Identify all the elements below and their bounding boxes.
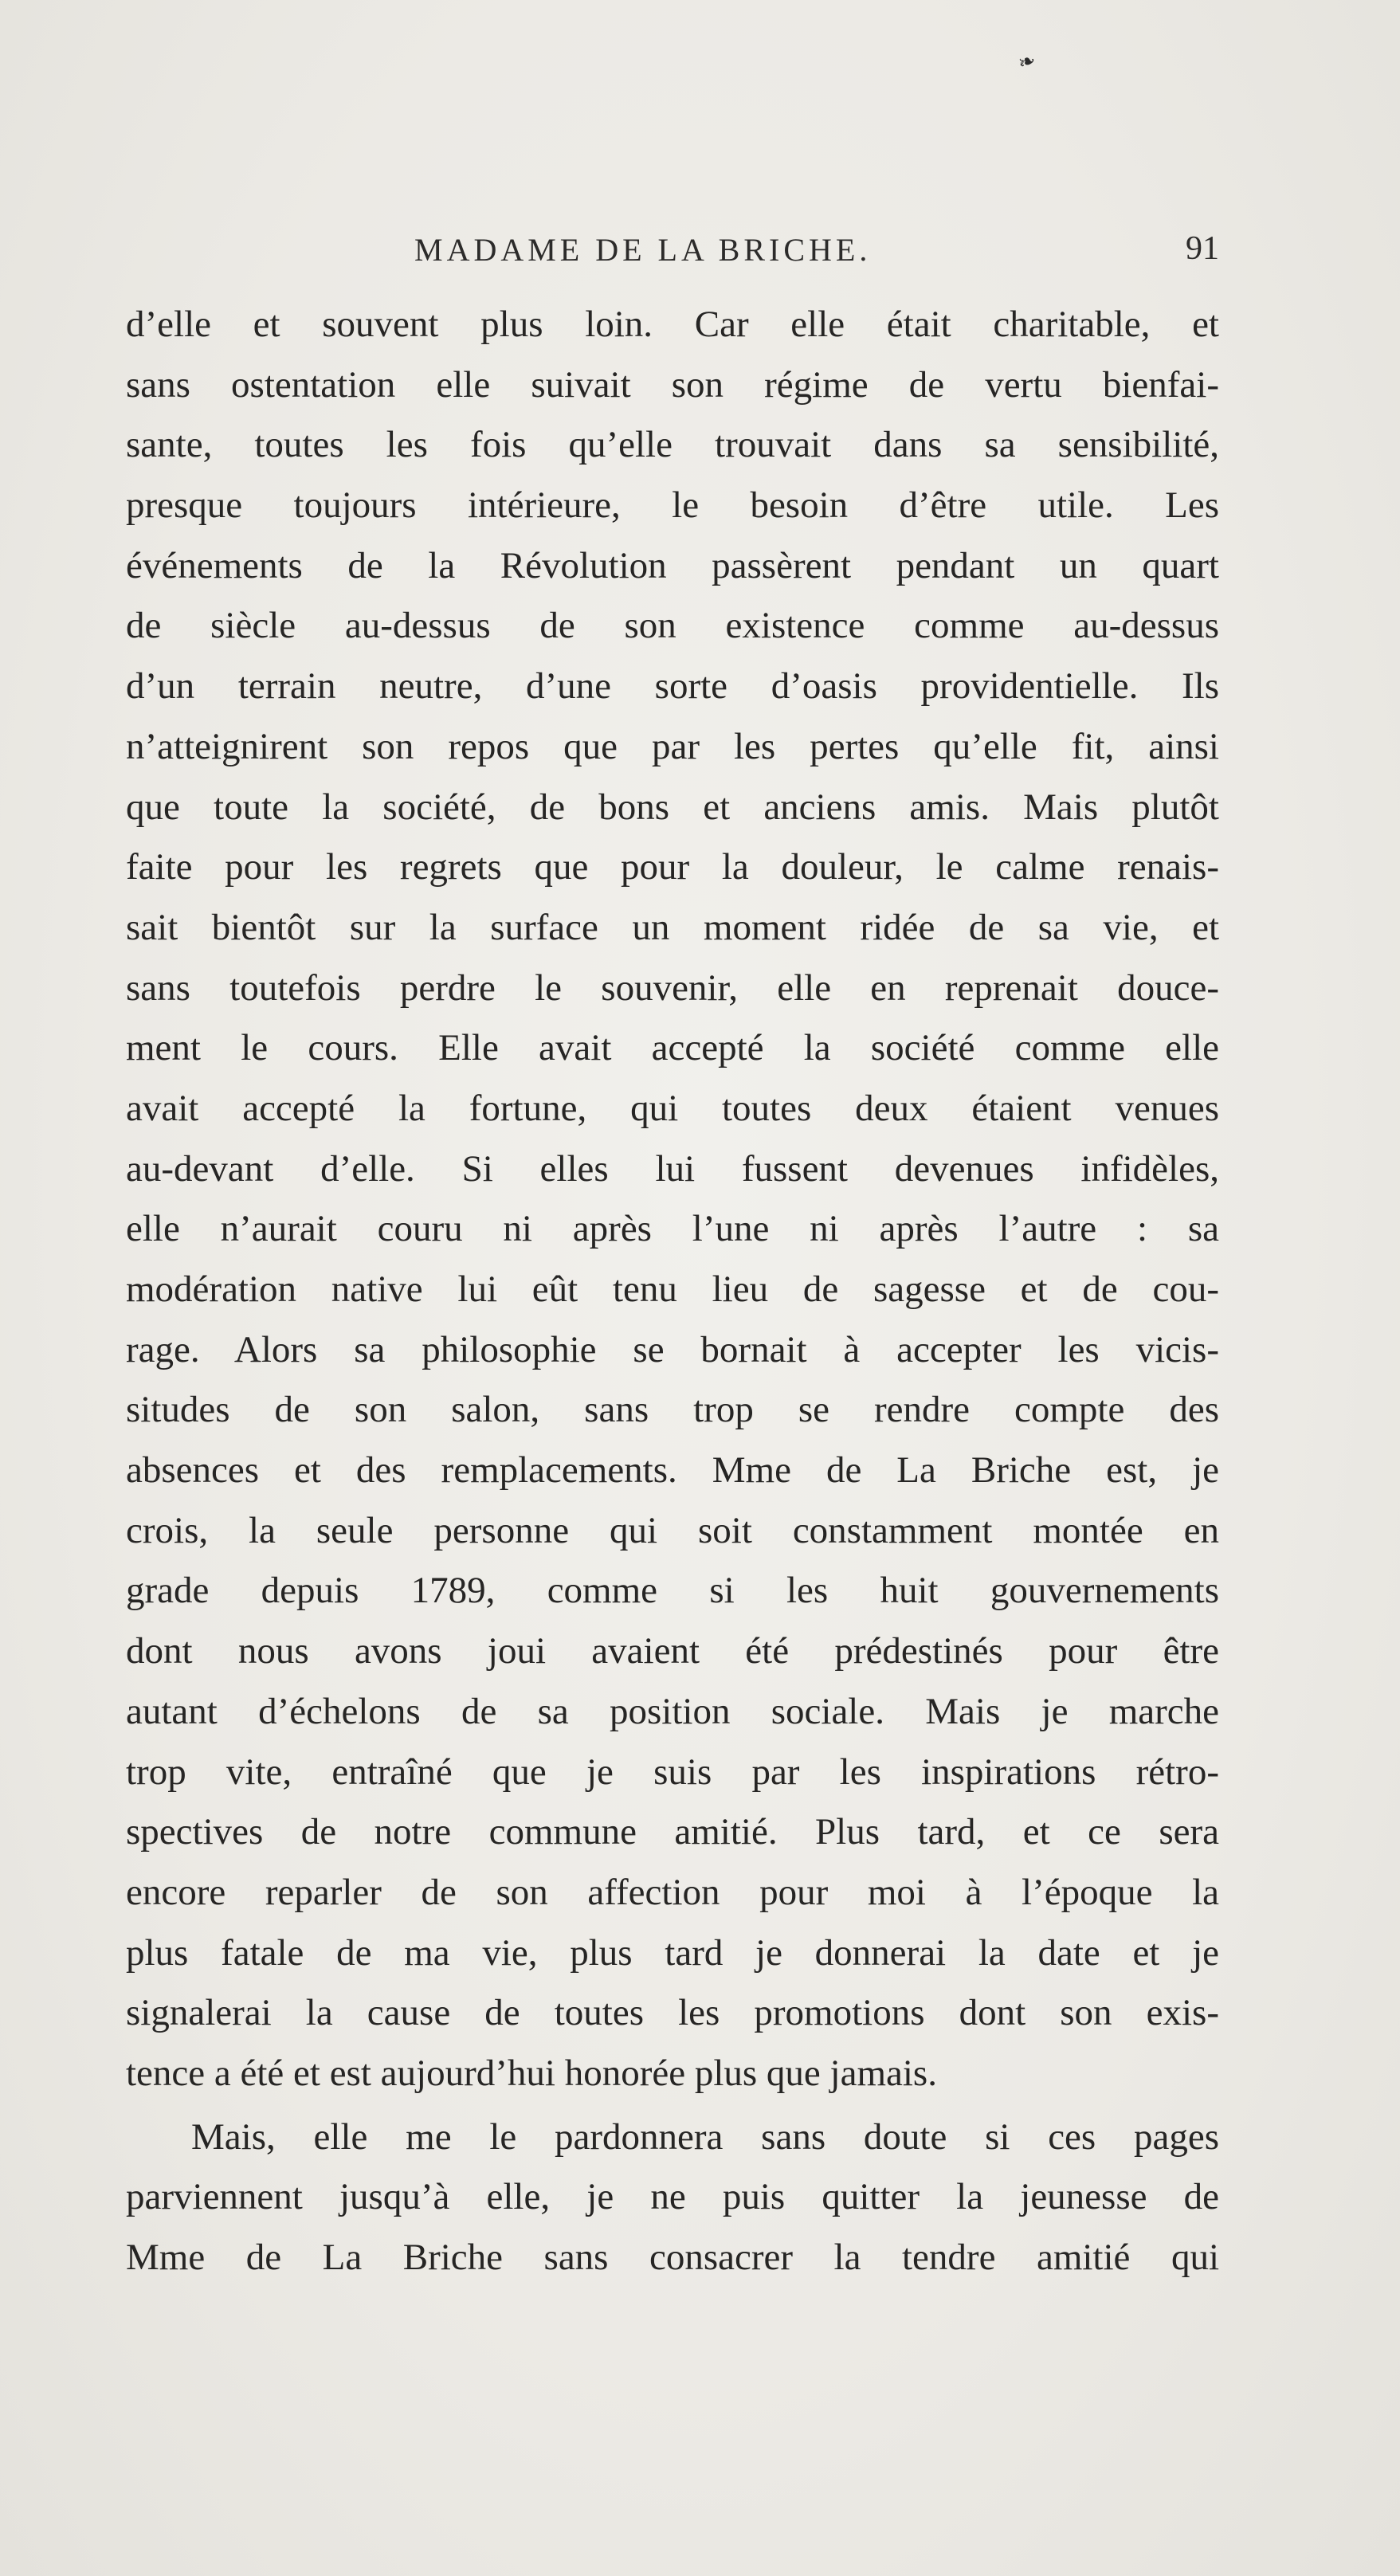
text-line: d’elle et souvent plus loin. Car elle était charitable, et: [126, 304, 1219, 345]
text-line: sans toutefois perdre le souvenir, elle en reprenait douce-: [126, 966, 1219, 1009]
text-line: tence a été et est aujourd’hui honorée plus que jamais.: [126, 2052, 937, 2094]
text-line: parviennent jusqu’à elle, je ne puis quitter la jeunesse de: [126, 2176, 1219, 2218]
text-line: rage. Alors sa philosophie se bornait à accepter les vicis-: [126, 1328, 1219, 1370]
text-line: signalerai la cause de toutes les promotions dont son exis-: [126, 1992, 1219, 2034]
running-head: [126, 223, 1219, 279]
text-line: faite pour les regrets que pour la douleur, le calme renais-: [126, 846, 1219, 888]
text-line: spectives de notre commune amitié. Plus tard, et ce sera: [126, 1811, 1219, 1853]
paragraph-1: [126, 295, 1219, 2104]
text-line: au-devant d’elle. Si elles lui fussent devenues infidèles,: [126, 1147, 1219, 1190]
text-line: d’un terrain neutre, d’une sorte d’oasis providentielle. Ils: [126, 665, 1219, 708]
text-line: n’atteignirent son repos que par les pertes qu’elle fit, ainsi: [126, 725, 1219, 767]
text-line: sans ostentation elle suivait son régime de vertu bienfai-: [126, 363, 1219, 406]
text-line: crois, la seule personne qui soit constamment montée en: [126, 1509, 1219, 1551]
page-number: 91: [1186, 230, 1219, 267]
body-text: [126, 295, 1219, 2288]
text-line: que toute la société, de bons et anciens amis. Mais plutôt: [126, 786, 1219, 828]
text-line: situdes de son salon, sans trop se rendre compte des: [126, 1389, 1219, 1431]
running-head-title: MADAME DE LA BRICHE.: [414, 232, 872, 268]
text-line: avait accepté la fortune, qui toutes deux étaient venues: [126, 1087, 1219, 1129]
text-line: événements de la Révolution passèrent pendant un quart: [126, 544, 1219, 586]
text-line: presque toujours intérieure, le besoin d’être utile. Les: [126, 484, 1219, 527]
text-line: dont nous avons joui avaient été prédestinés pour être: [126, 1630, 1219, 1672]
text-line: sait bientôt sur la surface un moment ridée de sa vie, et: [126, 906, 1219, 948]
text-line: trop vite, entraîné que je suis par les inspirations rétro-: [126, 1751, 1219, 1793]
text-line: Mme de La Briche sans consacrer la tendre amitié qui: [126, 2237, 1219, 2278]
text-line: sante, toutes les fois qu’elle trouvait dans sa sensibilité,: [126, 424, 1219, 466]
ink-mark-icon: ❧: [1014, 48, 1039, 76]
text-line: plus fatale de ma vie, plus tard je donnerai la date et je: [126, 1931, 1219, 1974]
text-line: modération native lui eût tenu lieu de sagesse et de cou-: [126, 1268, 1219, 1310]
text-line: Mais, elle me le pardonnera sans doute si ces pages: [191, 2115, 1219, 2158]
text-line: grade depuis 1789, comme si les huit gouvernements: [126, 1570, 1219, 1612]
text-line: autant d’échelons de sa position sociale. Mais je marche: [126, 1690, 1219, 1732]
text-line: encore reparler de son affection pour moi à l’époque la: [126, 1871, 1219, 1913]
text-line: elle n’aurait couru ni après l’une ni après l’autre : sa: [126, 1208, 1219, 1250]
text-line: absences et des remplacements. Mme de La Briche est, je: [126, 1449, 1219, 1492]
paragraph-2: [126, 2107, 1219, 2288]
text-line: ment le cours. Elle avait accepté la société comme elle: [126, 1027, 1219, 1069]
text-line: de siècle au-dessus de son existence comme au-dessus: [126, 605, 1219, 647]
